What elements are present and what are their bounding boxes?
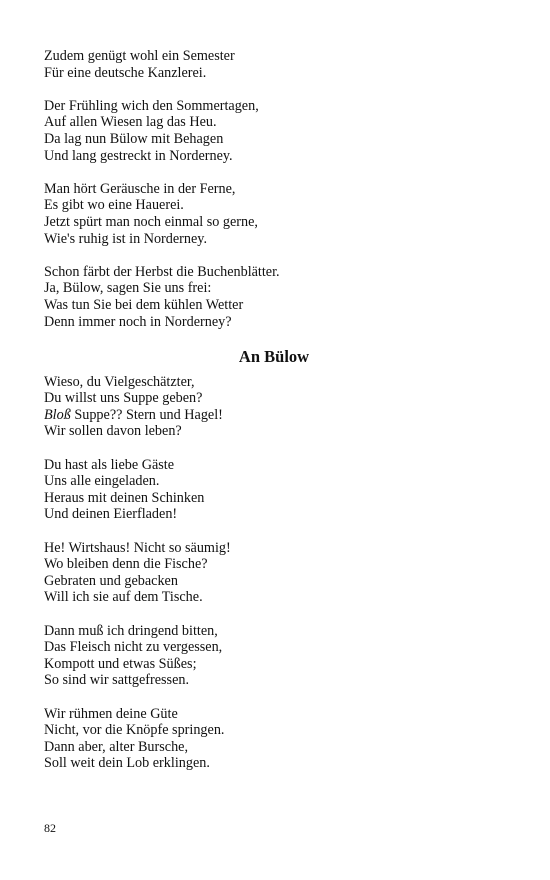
verse-line: Ja, Bülow, sagen Sie uns frei: [44, 280, 212, 297]
verse-line-mixed [44, 407, 504, 424]
verse-line-rest: Suppe?? Stern und Hagel! [70, 406, 223, 423]
verse-line: Kompott und etwas Süßes; [44, 655, 197, 672]
verse-line: Nicht, vor die Knöpfe springen. [44, 722, 225, 739]
verse-line: Uns alle eingeladen. [44, 473, 160, 490]
verse-line: Zudem genügt wohl ein Semester [44, 48, 235, 64]
verse-line: Heraus mit deinen Schinken [44, 489, 205, 506]
verse-line: Dann aber, alter Bursche, [44, 738, 189, 755]
verse-line: Auf allen Wiesen lag das Heu. [44, 114, 217, 131]
verse-line: Wie's ruhig ist in Norderney. [44, 230, 208, 247]
verse-line: Jetzt spürt man noch einmal so gerne, [44, 213, 258, 230]
stanza [44, 374, 504, 440]
verse-line: He! Wirtshaus! Nicht so säumig! [44, 539, 231, 556]
verse-line: Gebraten und gebacken [44, 572, 178, 589]
stanza [44, 98, 504, 164]
verse-line: Schon färbt der Herbst die Buchenblätter. [44, 263, 280, 280]
stanza [44, 540, 504, 606]
page-number: 82 [44, 821, 56, 835]
verse-line: Soll weit dein Lob erklingen. [44, 755, 210, 772]
verse-line: Da lag nun Bülow mit Behagen [44, 130, 224, 147]
verse-line: Du willst uns Suppe geben? [44, 390, 203, 407]
verse-line: Dann muß ich dringend bitten, [44, 622, 218, 639]
verse-line: Will ich sie auf dem Tische. [44, 589, 203, 606]
verse-line: Und deinen Eierfladen! [44, 506, 178, 523]
verse-line: Du hast als liebe Gäste [44, 456, 175, 473]
verse-line: Der Frühling wich den Sommertagen, [44, 97, 259, 114]
stanza [44, 706, 504, 772]
stanza [44, 623, 504, 689]
stanza [44, 457, 504, 523]
poem-title: An Bülow [238, 346, 310, 366]
verse-line: Das Fleisch nicht zu vergessen, [44, 639, 223, 656]
italic-word: Bloß [44, 406, 71, 423]
verse-line: Es gibt wo eine Hauerei. [44, 197, 184, 214]
verse-line: Wir rühmen deine Güte [44, 705, 178, 722]
verse-line: Denn immer noch in Norderney? [44, 313, 232, 330]
stanza [44, 48, 504, 81]
book-page [44, 48, 504, 789]
stanza [44, 264, 504, 330]
stanza [44, 181, 504, 247]
verse-line: Wo bleiben denn die Fische? [44, 556, 208, 573]
verse-line: Wir sollen davon leben? [44, 423, 182, 440]
verse-line: Was tun Sie bei dem kühlen Wetter [44, 296, 244, 313]
verse-line: Und lang gestreckt in Norderney. [44, 147, 233, 164]
verse-line: Man hört Geräusche in der Ferne, [44, 180, 236, 197]
verse-line: So sind wir sattgefressen. [44, 672, 190, 689]
verse-line: Für eine deutsche Kanzlerei. [44, 64, 207, 81]
verse-line: Wieso, du Vielgeschätzter, [44, 373, 195, 390]
